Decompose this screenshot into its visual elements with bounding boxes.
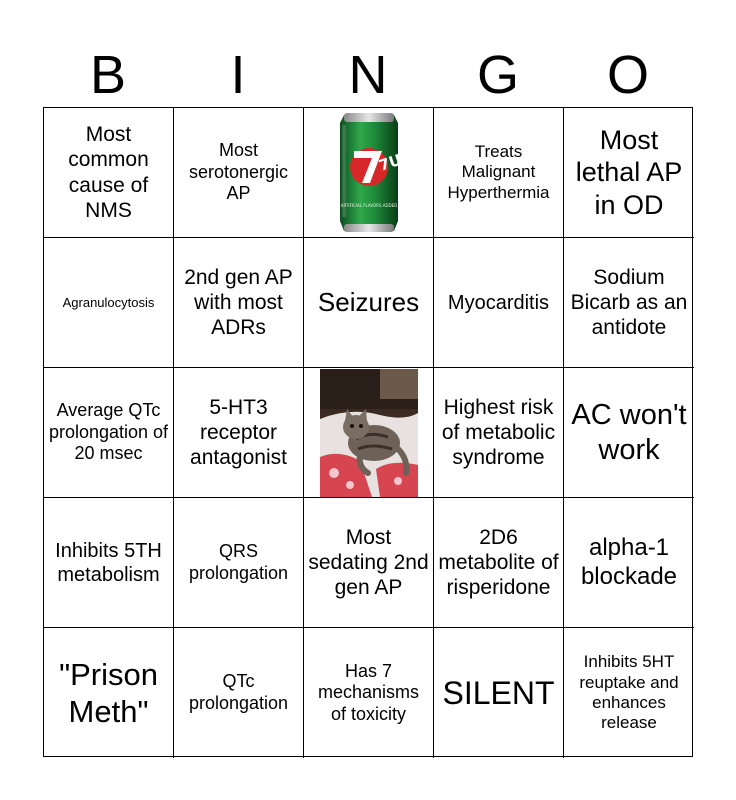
bingo-cell[interactable] bbox=[564, 108, 694, 238]
bingo-cell[interactable] bbox=[564, 498, 694, 628]
cell-text: QTc prolongation bbox=[188, 671, 289, 713]
cell-text: Agranulocytosis bbox=[62, 294, 155, 310]
cell-text: Inhibits 5HT reuptake and enhances release bbox=[579, 652, 679, 733]
bingo-cell[interactable] bbox=[44, 368, 174, 498]
bingo-cell[interactable] bbox=[304, 368, 434, 498]
header-letter-g: G bbox=[476, 45, 519, 105]
bingo-cell[interactable] bbox=[174, 368, 304, 498]
bingo-cell[interactable] bbox=[434, 238, 564, 368]
cell-text: Treats Malignant Hyperthermia bbox=[447, 141, 550, 202]
cell-text: Most common cause of NMS bbox=[68, 123, 149, 222]
cell-text: Average QTc prolongation of 20 msec bbox=[48, 400, 169, 464]
cell-text: QRS prolongation bbox=[188, 540, 289, 583]
bingo-cell[interactable] bbox=[304, 238, 434, 368]
soda-can-label: 7UP bbox=[376, 146, 414, 175]
bingo-cell[interactable] bbox=[564, 238, 694, 368]
bingo-cell[interactable] bbox=[304, 108, 434, 238]
bingo-header bbox=[43, 42, 693, 108]
bingo-cell[interactable] bbox=[174, 628, 304, 758]
bingo-cell[interactable] bbox=[434, 628, 564, 758]
cell-text: Seizures bbox=[317, 286, 420, 317]
header-letter-b: B bbox=[89, 45, 127, 105]
bingo-cell[interactable] bbox=[174, 498, 304, 628]
bingo-cell[interactable] bbox=[44, 108, 174, 238]
cell-text: 2nd gen AP with most ADRs bbox=[184, 265, 293, 340]
bingo-cell[interactable] bbox=[564, 368, 694, 498]
bingo-cell[interactable] bbox=[304, 498, 434, 628]
bingo-cell[interactable] bbox=[304, 628, 434, 758]
bingo-cell[interactable] bbox=[434, 368, 564, 498]
cell-text: Most lethal AP in OD bbox=[575, 124, 683, 220]
bingo-cell[interactable] bbox=[44, 628, 174, 758]
bingo-cell[interactable] bbox=[174, 238, 304, 368]
bingo-cell[interactable] bbox=[434, 108, 564, 238]
bingo-grid bbox=[43, 107, 693, 757]
bingo-cell[interactable] bbox=[434, 498, 564, 628]
cell-text: Most serotonergic AP bbox=[188, 140, 289, 204]
cell-text: Highest risk of metabolic syndrome bbox=[441, 395, 556, 470]
header-letter-n: N bbox=[348, 45, 388, 105]
bingo-cell[interactable] bbox=[44, 238, 174, 368]
cell-text: AC won't work bbox=[571, 398, 687, 466]
cell-text: alpha-1 blockade bbox=[580, 533, 678, 590]
cat-photo-icon bbox=[320, 369, 418, 497]
cell-text: Sodium Bicarb as an antidote bbox=[570, 265, 688, 340]
cell-text: 5-HT3 receptor antagonist bbox=[190, 395, 287, 470]
bingo-cell[interactable] bbox=[564, 628, 694, 758]
cell-text: 2D6 metabolite of risperidone bbox=[438, 525, 559, 600]
cell-text: Myocarditis bbox=[447, 291, 550, 314]
soda-can-icon bbox=[332, 111, 414, 235]
header-letter-i: I bbox=[230, 45, 246, 105]
soda-can-fine-print: ARTIFICIAL FLAVORS ADDED bbox=[340, 202, 397, 208]
cell-text: "Prison Meth" bbox=[59, 656, 158, 729]
bingo-cell[interactable] bbox=[44, 498, 174, 628]
cell-text: Has 7 mechanisms of toxicity bbox=[317, 660, 420, 724]
cell-text: Most sedating 2nd gen AP bbox=[308, 525, 429, 600]
bingo-cell[interactable] bbox=[174, 108, 304, 238]
cell-text: SILENT bbox=[442, 674, 555, 711]
cell-text: Inhibits 5TH metabolism bbox=[55, 539, 162, 586]
header-letter-o: O bbox=[606, 45, 649, 105]
